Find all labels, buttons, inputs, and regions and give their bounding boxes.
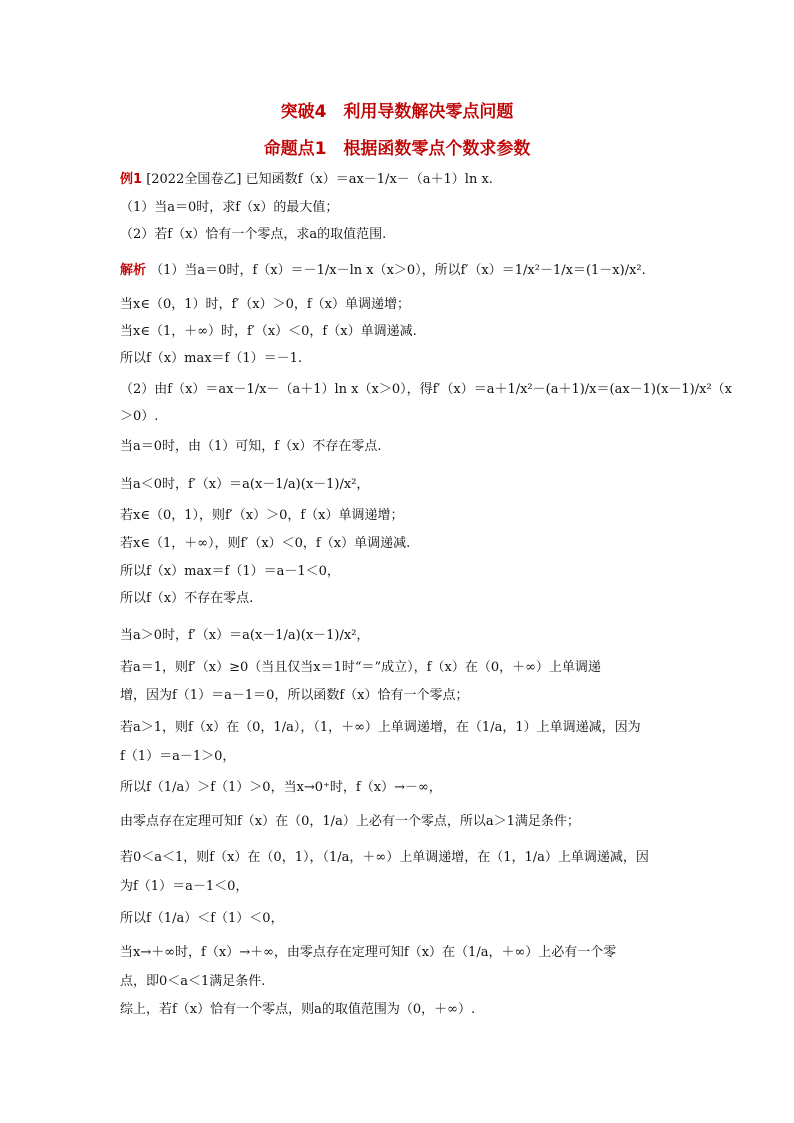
solution-line: 所以f（1/a）＜f（1）＜0， xyxy=(120,911,284,926)
solution-label: 解析 xyxy=(120,263,147,278)
example-statement: 已知函数f（x）＝ax－1/x－（a＋1）ln x. xyxy=(245,172,493,187)
solution-line: （2）由f（x）＝ax－1/x－（a＋1）ln x（x＞0），得f′（x）＝a＋1/x²－(a＋1)/x＝(ax－1)(x－1)/x²（x xyxy=(120,382,733,397)
solution-line: 为f（1）＝a－1＜0， xyxy=(120,879,249,894)
question-1: （1）当a＝0时，求f（x）的最大值； xyxy=(120,200,339,215)
solution-line: 增，因为f（1）＝a－1＝0，所以函数f（x）恰有一个零点； xyxy=(120,688,469,703)
solution-line: 若a＞1，则f（x）在（0，1/a），（1，＋∞）上单调递增，在（1/a，1）上单调递减，因为 xyxy=(120,720,641,735)
solution-line: 当a＜0时，f′（x）＝a(x－1/a)(x－1)/x²， xyxy=(120,477,370,492)
solution-line: 当x∈（1，＋∞）时，f′（x）＜0，f（x）单调递减. xyxy=(120,324,417,339)
page-title: 突破4 利用导数解决零点问题 xyxy=(280,102,514,122)
example-statement-line xyxy=(120,171,493,189)
solution-line: 若a＝1，则f′（x）≥0（当且仅当x＝1时“＝”成立），f（x）在（0，＋∞）上单调递 xyxy=(120,660,601,675)
example-label: 例1 xyxy=(120,172,143,187)
solution-line: 所以f（1/a）＞f（1）＞0，当x→0⁺时，f（x）→－∞， xyxy=(120,780,442,795)
solution-line: 由零点存在定理可知f（x）在（0，1/a）上必有一个零点，所以a＞1满足条件； xyxy=(120,814,580,829)
solution-line: 所以f（x）max＝f（1）＝a－1＜0， xyxy=(120,564,340,579)
example-source: [2022全国卷乙] xyxy=(146,172,242,187)
solution-line: ＞0）. xyxy=(120,409,159,424)
solution-line: 当a＝0时，由（1）可知，f（x）不存在零点. xyxy=(120,439,382,454)
solution-conclusion: 综上，若f（x）恰有一个零点，则a的取值范围为（0，＋∞）. xyxy=(120,1002,476,1017)
solution-line: 若x∈（0，1），则f′（x）＞0，f（x）单调递增； xyxy=(120,508,404,523)
solution-line: 所以f（x）不存在零点. xyxy=(120,591,254,606)
solution-line: 所以f（x）max＝f（1）＝－1. xyxy=(120,351,303,366)
solution-line: 点，即0＜a＜1满足条件. xyxy=(120,974,266,989)
solution-line: 当a＞0时，f′（x）＝a(x－1/a)(x－1)/x²， xyxy=(120,628,370,643)
section-subtitle: 命题点1 根据函数零点个数求参数 xyxy=(263,139,531,159)
solution-line-1: 解析 （1）当a＝0时，f（x）＝－1/x－ln x（x＞0），所以f′（x）＝1/x²－1/x＝(1－x)/x². xyxy=(120,263,646,278)
question-2: （2）若f（x）恰有一个零点，求a的取值范围. xyxy=(120,227,387,242)
solution-line: 当x→＋∞时，f（x）→＋∞，由零点存在定理可知f（x）在（1/a，＋∞）上必有一个零 xyxy=(120,945,617,960)
solution-line: 当x∈（0，1）时，f′（x）＞0，f（x）单调递增； xyxy=(120,297,411,312)
solution-line: f（1）＝a－1＞0， xyxy=(120,749,236,764)
solution-line: 若0＜a＜1，则f（x）在（0，1），（1/a，＋∞）上单调递增，在（1，1/a）上单调递减，因 xyxy=(120,850,649,865)
solution-line: 若x∈（1，＋∞），则f′（x）＜0，f（x）单调递减. xyxy=(120,536,411,551)
